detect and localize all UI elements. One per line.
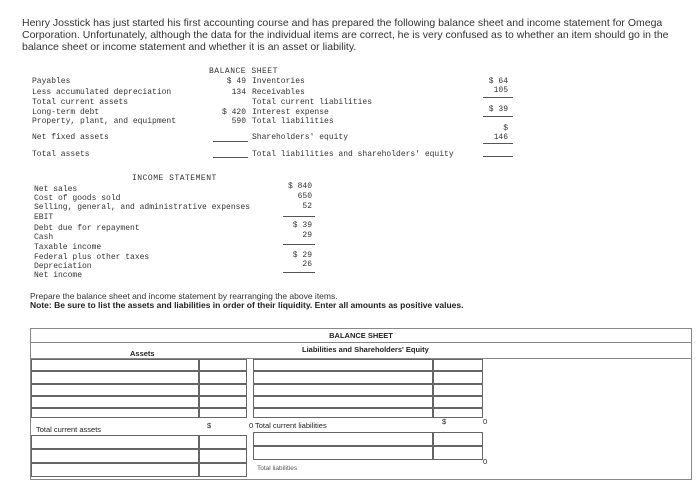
liability-amount-input-2[interactable] bbox=[433, 371, 483, 384]
is-label-6: Taxable income bbox=[34, 243, 102, 252]
bs-right-rule-4 bbox=[483, 156, 513, 157]
liability-amount-input-1[interactable] bbox=[433, 359, 483, 371]
asset-label-input-6[interactable] bbox=[31, 435, 199, 449]
bs-right-label-5: Shareholders' equity bbox=[252, 133, 349, 142]
liability-label-input-3[interactable] bbox=[253, 384, 433, 396]
total-current-liabilities-label: Total current liabilities bbox=[255, 421, 327, 430]
bs-right-label-0: Inventories bbox=[252, 77, 305, 86]
is-label-4: Debt due for repayment bbox=[34, 224, 140, 233]
bs-left-rule-1 bbox=[213, 141, 248, 142]
bs-right-rule-2 bbox=[483, 116, 513, 117]
liability-label-input-2[interactable] bbox=[253, 371, 433, 384]
bs-title: BALANCE SHEET bbox=[209, 67, 278, 76]
is-value-5: 29 bbox=[302, 231, 312, 240]
is-rule-2 bbox=[283, 244, 315, 245]
is-value-0: $ 840 bbox=[287, 182, 312, 191]
bs-left-label-6: Total assets bbox=[32, 150, 90, 159]
liability-label-input-1[interactable] bbox=[253, 359, 433, 371]
title-divider bbox=[31, 342, 691, 343]
note-instruction: Note: Be sure to list the assets and liabilities in order of their liquidity. Enter all amounts as positive values. bbox=[30, 300, 464, 310]
bs-right-value-1: 105 bbox=[493, 86, 508, 95]
answer-balance-sheet-table bbox=[30, 328, 692, 480]
total-current-assets-currency: $ bbox=[207, 421, 212, 430]
is-label-8: Depreciation bbox=[34, 262, 92, 271]
bs-left-label-5: Net fixed assets bbox=[32, 133, 109, 142]
asset-label-input-3[interactable] bbox=[31, 384, 199, 396]
bs-left-value-4: 590 bbox=[231, 117, 246, 126]
liability-amount-input-7[interactable] bbox=[433, 446, 483, 460]
is-label-7: Federal plus other taxes bbox=[34, 253, 150, 262]
bs-right-label-3: Interest expense bbox=[252, 108, 329, 117]
total-current-assets-label: Total current assets bbox=[36, 425, 102, 434]
bs-right-value-6: 146 bbox=[493, 133, 508, 142]
is-value-8: 26 bbox=[302, 260, 312, 269]
is-value-4: $ 39 bbox=[292, 221, 312, 230]
bs-right-label-1: Receivables bbox=[252, 88, 305, 97]
bs-right-value-0: $ 64 bbox=[488, 77, 508, 86]
is-label-5: Cash bbox=[34, 233, 54, 242]
asset-amount-input-3[interactable] bbox=[199, 384, 247, 396]
bs-left-label-1: Less accumulated depreciation bbox=[32, 88, 172, 97]
bs-left-value-1: 134 bbox=[231, 88, 246, 97]
bs-left-rule-2 bbox=[213, 157, 248, 158]
bs-left-label-3: Long-term debt bbox=[32, 108, 100, 117]
liability-label-input-7[interactable] bbox=[253, 446, 433, 460]
asset-amount-input-2[interactable] bbox=[199, 371, 247, 384]
asset-label-input-1[interactable] bbox=[31, 359, 199, 371]
intro-paragraph: Henry Josstick has just started his first accounting course and has prepared the following balance sheet and income statement for Omega Corporation. Unfortunately, although the data for the individual items are correct, he is very confused as to whether an item should go in the balance sheet or income statement and whether it is an asset or liability. bbox=[22, 17, 669, 53]
asset-label-input-7[interactable] bbox=[31, 449, 199, 463]
total-liabilities-value: 0 bbox=[483, 457, 488, 466]
asset-label-input-4[interactable] bbox=[31, 396, 199, 408]
is-label-0: Net sales bbox=[34, 185, 78, 194]
assets-header: Assets bbox=[130, 349, 155, 358]
liabilities-equity-header: Liabilities and Shareholders' Equity bbox=[302, 345, 429, 354]
prepare-instruction: Prepare the balance sheet and income statement by rearranging the above items. bbox=[30, 291, 338, 301]
bs-right-rule-3 bbox=[483, 143, 513, 144]
liability-label-input-5[interactable] bbox=[253, 408, 433, 418]
bs-right-value-5: $ bbox=[503, 124, 508, 133]
is-value-1: 650 bbox=[297, 192, 312, 201]
asset-amount-input-5[interactable] bbox=[199, 408, 247, 418]
bs-right-label-6: Total liabilities and shareholders' equity bbox=[252, 150, 454, 159]
liability-amount-input-3[interactable] bbox=[433, 384, 483, 396]
total-current-assets-value: 0 bbox=[249, 421, 254, 430]
total-current-liabilities-currency: $ bbox=[442, 417, 447, 426]
asset-amount-input-8[interactable] bbox=[199, 463, 247, 477]
answer-table-title: BALANCE SHEET bbox=[329, 331, 393, 340]
total-liabilities-label: Total liabilities bbox=[257, 465, 298, 472]
asset-amount-input-7[interactable] bbox=[199, 449, 247, 463]
liability-amount-input-5[interactable] bbox=[433, 408, 483, 418]
bs-left-value-0: $ 49 bbox=[226, 77, 246, 86]
is-label-2: Selling, general, and administrative expenses bbox=[34, 203, 251, 212]
bs-left-label-0: Payables bbox=[32, 77, 71, 86]
is-rule-3 bbox=[283, 272, 315, 273]
is-label-1: Cost of goods sold bbox=[34, 194, 121, 203]
is-rule-1 bbox=[283, 216, 315, 217]
bs-left-value-3: $ 420 bbox=[221, 108, 246, 117]
liability-label-input-6[interactable] bbox=[253, 432, 433, 446]
asset-amount-input-6[interactable] bbox=[199, 435, 247, 449]
bs-right-value-3: $ 39 bbox=[488, 105, 508, 114]
bs-right-rule-1 bbox=[483, 97, 513, 98]
asset-amount-input-4[interactable] bbox=[199, 396, 247, 408]
total-current-liabilities-value: 0 bbox=[483, 417, 488, 426]
bs-left-label-2: Total current assets bbox=[32, 98, 129, 107]
bs-left-label-4: Property, plant, and equipment bbox=[32, 117, 177, 126]
bs-right-label-4: Total liabilities bbox=[252, 117, 334, 126]
liability-amount-input-4[interactable] bbox=[433, 396, 483, 408]
asset-amount-input-1[interactable] bbox=[199, 359, 247, 371]
liability-amount-input-6[interactable] bbox=[433, 432, 483, 446]
is-title: INCOME STATEMENT bbox=[132, 174, 217, 183]
is-label-3: EBIT bbox=[34, 213, 54, 222]
liability-label-input-4[interactable] bbox=[253, 396, 433, 408]
is-value-2: 52 bbox=[302, 202, 312, 211]
asset-label-input-8[interactable] bbox=[31, 463, 199, 477]
asset-label-input-5[interactable] bbox=[31, 408, 199, 418]
is-label-9: Net income bbox=[34, 271, 83, 280]
bs-right-label-2: Total current liabilities bbox=[252, 98, 373, 107]
asset-label-input-2[interactable] bbox=[31, 371, 199, 384]
is-value-7: $ 29 bbox=[292, 251, 312, 260]
